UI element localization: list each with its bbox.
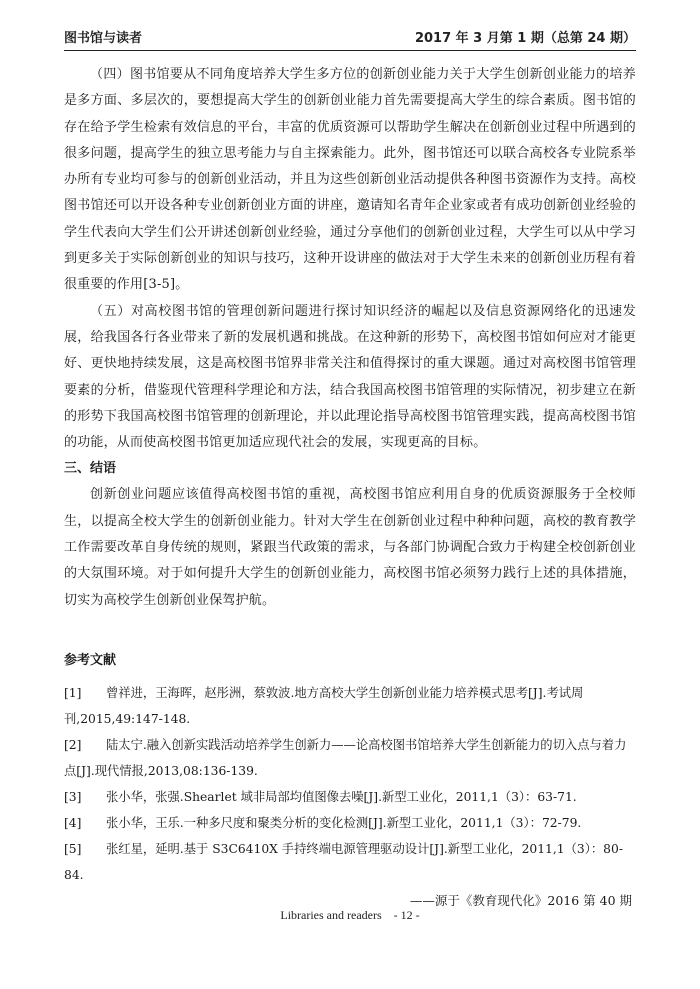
reference-number: [4]	[64, 815, 82, 830]
reference-item	[64, 784, 636, 810]
page-footer: Libraries and readers - 12 -	[280, 908, 420, 922]
reference-text: 张小华，王乐.一种多尺度和聚类分析的变化检测[J].新型工业化，2011,1（3）：72-79.	[106, 815, 582, 830]
conclusion-heading: 三、结语	[64, 461, 117, 477]
source-note: ——源于《教育现代化》2016 第 40 期	[409, 892, 632, 908]
paragraph-five: （五）对高校图书馆的管理创新问题进行探讨知识经济的崛起以及信息资源网络化的迅速发展，给我国各行各业带来了新的发展机遇和挑战。在这种新的形势下，高校图书馆如何应对才能更好、更快地持续发展，这是高校图书馆界非常关注和值得探讨的重大课题。通过对高校图书馆管理要素的分析，借鉴现代管理科学理论和方法，结合我国高校图书馆管理的实际情况，初步建立在新的形势下我国高校图书馆管理的创新理论，并以此理论指导高校图书馆管理实践，提高高校图书馆的功能，从而使高校图书馆更加适应现代社会的发展，实现更高的目标。	[64, 303, 636, 451]
reference-text: 曾祥进，王海晖，赵彤洲，蔡敦波.地方高校大学生创新创业能力培养模式思考[J].考试周	[106, 685, 584, 700]
reference-number: [5]	[64, 841, 82, 856]
reference-number: [3]	[64, 789, 82, 804]
reference-text: 张小华，张强.Shearlet 域非局部均值图像去噪[J].新型工业化，2011,1（3）：63-71.	[106, 789, 577, 804]
conclusion-text: 创新创业问题应该值得高校图书馆的重视，高校图书馆应利用自身的优质资源服务于全校师生，以提高全校大学生的创新创业能力。针对大学生在创新创业过程中种种问题，高校的教育教学工作需要改革自身传统的规则，紧跟当代政策的需求，与各部门协调配合致力于构建全校创新创业的大氛围环境。对于如何提升大学生的创新创业能力，高校图书馆必须努力践行上述的具体措施，切实为高校学生创新创业保驾护航。	[64, 487, 636, 608]
article-body	[64, 62, 636, 914]
reference-number: [2]	[64, 737, 82, 752]
reference-continuation: 刊,2015,49:147-148.	[64, 711, 191, 726]
reference-number: [1]	[64, 685, 82, 700]
section-spacer	[64, 614, 636, 648]
reference-item	[64, 732, 636, 758]
issue-info: 2017 年 3 月第 1 期（总第 24 期）	[414, 31, 636, 46]
reference-text: 陆太宁.融入创新实践活动培养学生创新力——论高校图书馆培养大学生创新能力的切入点与着力	[106, 737, 627, 752]
reference-continuation: 点[J].现代情报,2013,08:136-139.	[64, 763, 258, 778]
running-header	[64, 24, 636, 46]
reference-item	[64, 836, 636, 888]
reference-list	[64, 680, 636, 888]
reference-text: 张红星，延明.基于 S3C6410X 手持终端电源管理驱动设计[J].新型工业化，2011,1（3）：80-84.	[64, 841, 623, 882]
header-rule	[64, 50, 636, 51]
references-title: 参考文献	[64, 652, 117, 668]
journal-name: 图书馆与读者	[64, 31, 143, 46]
reference-item	[64, 680, 636, 706]
paragraph-four: （四）图书馆要从不同角度培养大学生多方位的创新创业能力关于大学生创新创业能力的培养是多方面、多层次的，要想提高大学生的创新创业能力首先需要提高大学生的综合素质。图书馆的存在给予学生检索有效信息的平台，丰富的优质资源可以帮助学生解决在创新创业过程中所遇到的很多问题，提高学生的独立思考能力与自主探索能力。此外，图书馆还可以联合高校各专业院系举办所有专业均可参与的创新创业活动，并且为这些创新创业活动提供各种图书资源作为支持。高校图书馆还可以开设各种专业创新创业方面的讲座，邀请知名青年企业家或者有成功创新创业经验的学生代表向大学生们公开讲述创新创业经验，通过分享他们的创新创业过程，大学生可以从中学习到更多关于实际创新创业的知识与技巧，这种开设讲座的做法对于大学生未来的创新创业历程有着很重要的作用[3-5]。	[64, 67, 636, 293]
reference-item	[64, 810, 636, 836]
